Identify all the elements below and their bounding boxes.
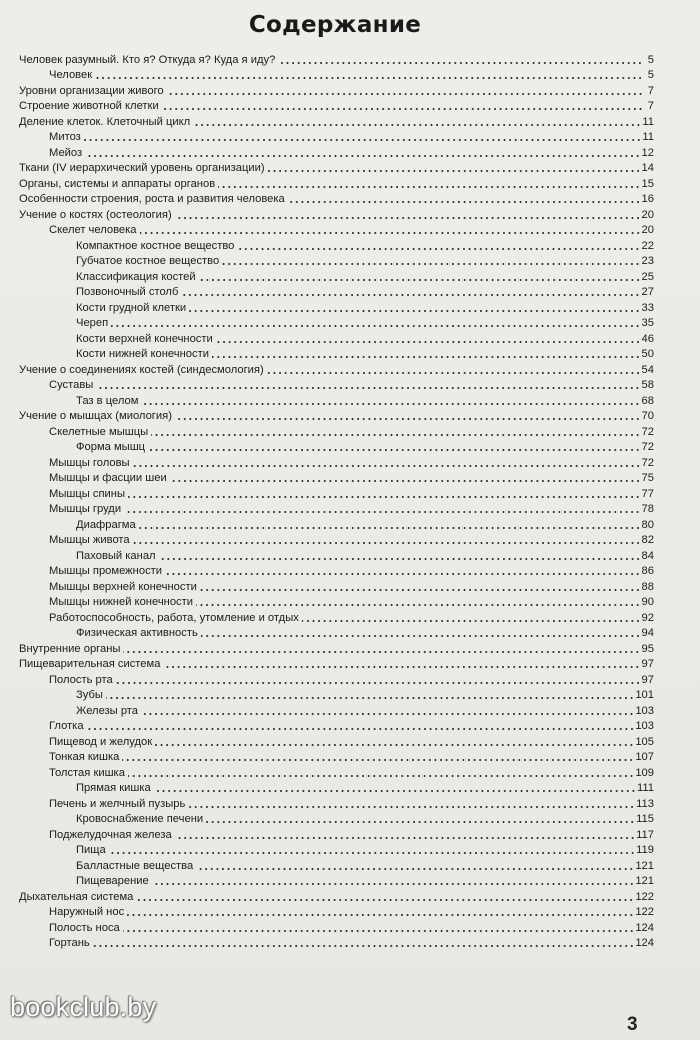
dot-leader <box>87 722 635 731</box>
toc-entry-page: 20 <box>641 224 654 236</box>
toc-entry-page: 14 <box>641 162 654 174</box>
toc-entry-page: 121 <box>635 859 654 872</box>
dot-leader <box>288 195 641 204</box>
dot-leader <box>163 660 640 669</box>
toc-entry-label: Мышцы груди <box>49 503 122 515</box>
dot-leader <box>175 831 635 840</box>
dot-leader <box>127 908 634 917</box>
toc-entry-label: Глотка <box>49 720 84 732</box>
toc-entry-page: 15 <box>641 177 654 190</box>
toc-entry <box>19 67 654 83</box>
dot-leader <box>136 893 634 902</box>
toc-entry-label: Человек <box>49 69 93 81</box>
dot-leader <box>109 846 635 855</box>
toc-entry-label: Мейоз <box>49 146 83 159</box>
toc-entry <box>19 51 654 67</box>
toc-entry <box>19 609 654 625</box>
toc-entry-label: Наружный нос <box>49 906 125 918</box>
toc-entry-label: Дыхательная система <box>19 890 134 903</box>
dot-leader <box>201 629 641 638</box>
toc-entry-label: Кости верхней конечности <box>76 332 213 345</box>
toc-entry-label: Внутренние органы <box>19 642 121 655</box>
toc-entry-label: Печень и желчный пузырь <box>49 797 186 810</box>
toc-entry <box>19 454 654 470</box>
toc-entry <box>19 408 654 424</box>
toc-entry-page: 119 <box>636 844 654 856</box>
toc-entry <box>19 671 654 687</box>
toc-entry-label: Поджелудочная железа <box>49 828 172 841</box>
toc-entry <box>19 780 654 796</box>
toc-entry-label: Тонкая кишка <box>49 751 120 763</box>
toc-entry <box>19 222 654 238</box>
toc-entry <box>19 206 654 222</box>
toc-entry <box>19 315 654 331</box>
dot-leader <box>165 567 641 576</box>
toc-entry <box>19 919 654 935</box>
toc-entry-page: 97 <box>641 658 654 670</box>
toc-entry <box>19 268 654 284</box>
toc-entry <box>19 439 654 455</box>
toc-entry-page: 23 <box>641 255 654 267</box>
toc-entry-page: 46 <box>641 332 654 345</box>
page-title: Содержание <box>248 12 422 38</box>
dot-leader <box>267 366 641 375</box>
toc-entry <box>19 361 654 377</box>
toc-entry <box>19 640 654 656</box>
toc-entry-page: 50 <box>641 348 654 360</box>
toc-entry <box>19 594 654 610</box>
dot-leader <box>152 877 635 886</box>
dot-leader <box>141 707 634 716</box>
dot-leader <box>106 691 634 700</box>
toc-entry-label: Мышцы живота <box>49 534 130 546</box>
toc-entry-page: 124 <box>635 937 654 949</box>
toc-entry-label: Мышцы спины <box>49 487 126 500</box>
dot-leader <box>133 536 641 545</box>
toc-entry-label: Скелетные мышцы <box>49 425 149 438</box>
toc-entry <box>19 284 654 300</box>
toc-entry-label: Суставы <box>49 379 94 391</box>
toc-entry-label: Учение о мышцах (миология) <box>19 410 172 422</box>
toc-entry-label: Строение животной клетки <box>19 100 159 112</box>
dot-leader <box>141 397 640 406</box>
toc-entry-page: 12 <box>641 146 654 159</box>
toc-entry-page: 5 <box>647 69 654 81</box>
toc-entry-label: Физическая активность <box>76 627 198 639</box>
toc-entry <box>19 516 654 532</box>
toc-entry <box>19 299 654 315</box>
dot-leader <box>268 164 641 173</box>
toc-entry-page: 95 <box>641 642 654 655</box>
toc-entry-page: 117 <box>636 828 654 841</box>
toc-entry <box>19 656 654 672</box>
toc-entry-label: Человек разумный. Кто я? Откуда я? Куда я иду? <box>19 53 276 66</box>
toc-entry-label: Диафрагма <box>76 518 136 531</box>
toc-entry <box>19 888 654 904</box>
toc-entry-page: 82 <box>641 534 654 546</box>
toc-entry <box>19 330 654 346</box>
dot-leader <box>200 583 641 592</box>
toc-entry-label: Кости нижней конечности <box>76 348 209 360</box>
toc-entry <box>19 144 654 160</box>
dot-leader <box>222 257 640 266</box>
toc-entry <box>19 547 654 563</box>
toc-entry-page: 84 <box>641 549 654 562</box>
dot-leader <box>123 924 635 933</box>
toc-entry-label: Скелет человека <box>49 224 137 236</box>
toc-entry-label: Толстая кишка <box>49 766 125 779</box>
toc-entry-label: Компактное костное вещество <box>76 239 235 252</box>
dot-leader <box>128 769 634 778</box>
dot-leader <box>122 753 634 762</box>
dot-leader <box>111 319 640 328</box>
toc-entry <box>19 485 654 501</box>
dot-leader <box>124 505 640 514</box>
toc-entry <box>19 935 654 951</box>
toc-entry-label: Балластные вещества <box>76 859 194 872</box>
toc-entry-label: Полость носа <box>49 921 120 934</box>
toc-entry <box>19 392 654 408</box>
toc-entry <box>19 237 654 253</box>
dot-leader <box>84 133 642 142</box>
toc-entry <box>19 253 654 269</box>
toc-entry-page: 113 <box>636 797 654 810</box>
toc-entry-label: Деление клеток. Клеточный цикл <box>19 115 191 128</box>
toc-entry-page: 5 <box>647 53 654 66</box>
toc-entry <box>19 129 654 145</box>
toc-entry-label: Форма мышц <box>76 441 146 453</box>
toc-entry-page: 75 <box>641 472 654 484</box>
toc-entry-label: Пищеварительная система <box>19 658 161 670</box>
toc-entry <box>19 625 654 641</box>
dot-leader <box>140 226 641 235</box>
toc-entry <box>19 795 654 811</box>
toc-entry-page: 122 <box>635 890 654 903</box>
toc-entry-page: 92 <box>641 611 654 624</box>
dot-leader <box>162 102 643 111</box>
toc-entry-page: 77 <box>641 487 654 500</box>
toc-entry-label: Кости грудной клетки <box>76 301 187 314</box>
toc-entry <box>19 842 654 858</box>
toc-entry-page: 16 <box>641 193 654 205</box>
toc-entry-page: 7 <box>647 100 654 112</box>
dot-leader <box>159 552 641 561</box>
toc-entry-page: 124 <box>635 921 654 934</box>
toc-entry <box>19 811 654 827</box>
toc-entry-page: 103 <box>635 720 654 732</box>
toc-entry <box>19 718 654 734</box>
toc-entry <box>19 687 654 703</box>
dot-leader <box>196 862 634 871</box>
toc-entry <box>19 532 654 548</box>
toc-entry-label: Губчатое костное вещество <box>76 255 220 267</box>
dot-leader <box>193 118 641 127</box>
toc-entry-page: 7 <box>647 84 654 97</box>
toc-entry-page: 33 <box>641 301 654 314</box>
toc-entry-label: Особенности строения, роста и развития человека <box>19 193 285 205</box>
toc-entry-page: 78 <box>641 503 654 515</box>
toc-entry-label: Гортань <box>49 937 90 949</box>
dot-leader <box>181 288 640 297</box>
dot-leader <box>155 738 634 747</box>
toc-entry <box>19 346 654 362</box>
toc-entry-label: Таз в целом <box>76 394 139 407</box>
dot-leader <box>175 211 641 220</box>
toc-entry-page: 122 <box>635 906 654 918</box>
toc-entry-label: Органы, системы и аппараты органов <box>19 177 216 190</box>
toc-entry <box>19 764 654 780</box>
toc-entry-page: 115 <box>636 813 654 825</box>
toc-entry-page: 72 <box>641 456 654 469</box>
toc-entry-label: Пищевод и желудок <box>49 735 153 748</box>
toc-entry <box>19 423 654 439</box>
toc-entry <box>19 857 654 873</box>
toc-entry-page: 90 <box>641 596 654 608</box>
toc-entry-label: Митоз <box>49 131 81 143</box>
toc-entry-label: Ткани (IV иерархический уровень организации) <box>19 162 265 174</box>
toc-entry-page: 72 <box>641 425 654 438</box>
toc-entry-page: 80 <box>641 518 654 531</box>
dot-leader <box>85 149 640 158</box>
dot-leader <box>196 598 641 607</box>
watermark: bookclub.by <box>10 992 157 1022</box>
toc-entry <box>19 749 654 765</box>
dot-leader <box>148 443 640 452</box>
table-of-contents <box>19 51 654 950</box>
dot-leader <box>167 87 643 96</box>
dot-leader <box>175 412 641 421</box>
toc-entry <box>19 82 654 98</box>
dot-leader <box>216 335 641 344</box>
toc-entry-page: 11 <box>642 115 654 128</box>
dot-leader <box>116 676 641 685</box>
toc-entry-page: 70 <box>641 410 654 422</box>
toc-entry <box>19 563 654 579</box>
toc-entry-page: 68 <box>641 394 654 407</box>
toc-entry-label: Пища <box>76 844 106 856</box>
toc-entry-label: Работоспособность, работа, утомление и отдых <box>49 611 299 624</box>
toc-entry-label: Мышцы промежности <box>49 565 163 577</box>
dot-leader <box>170 474 641 483</box>
dot-leader <box>188 800 635 809</box>
toc-entry <box>19 377 654 393</box>
toc-entry-label: Череп <box>76 317 109 329</box>
dot-leader <box>199 273 641 282</box>
toc-entry-label: Учение о костях (остеология) <box>19 208 172 221</box>
toc-entry-label: Мышцы и фасции шеи <box>49 472 167 484</box>
toc-entry <box>19 904 654 920</box>
toc-entry-label: Паховый канал <box>76 549 156 562</box>
page-number: 3 <box>627 1014 638 1035</box>
dot-leader <box>93 939 635 948</box>
toc-entry-label: Уровни организации живого <box>19 84 164 97</box>
toc-entry-page: 111 <box>636 782 654 794</box>
dot-leader <box>189 304 640 313</box>
dot-leader <box>128 490 641 499</box>
toc-entry <box>19 578 654 594</box>
toc-entry-label: Учение о соединениях костей (синдесмология) <box>19 363 264 376</box>
dot-leader <box>139 521 641 530</box>
toc-entry-page: 109 <box>635 766 654 779</box>
toc-entry-page: 54 <box>641 363 654 376</box>
toc-entry-label: Пищеварение <box>76 875 149 887</box>
dot-leader <box>278 56 643 65</box>
toc-entry <box>19 826 654 842</box>
dot-leader <box>133 459 641 468</box>
toc-entry-page: 35 <box>641 317 654 329</box>
dot-leader <box>237 242 640 251</box>
toc-entry <box>19 191 654 207</box>
dot-leader <box>212 350 641 359</box>
toc-entry-page: 25 <box>641 270 654 283</box>
dot-leader <box>95 71 643 80</box>
toc-entry <box>19 733 654 749</box>
toc-entry-label: Прямая кишка <box>76 782 151 794</box>
toc-entry-page: 20 <box>641 208 654 221</box>
dot-leader <box>151 428 640 437</box>
toc-entry-label: Мышцы верхней конечности <box>49 580 197 593</box>
toc-entry-page: 105 <box>635 735 654 748</box>
toc-entry-label: Мышцы нижней конечности <box>49 596 194 608</box>
toc-entry-label: Железы рта <box>76 704 139 717</box>
toc-entry-page: 107 <box>635 751 654 763</box>
toc-entry-page: 97 <box>641 673 654 686</box>
toc-entry-page: 103 <box>635 704 654 717</box>
toc-entry-label: Кровоснабжение печени <box>76 813 204 825</box>
dot-leader <box>123 645 640 654</box>
toc-entry-label: Позвоночный столб <box>76 286 179 298</box>
toc-entry-page: 94 <box>641 627 654 639</box>
toc-entry-label: Зубы <box>76 689 103 701</box>
toc-entry-label: Мышцы головы <box>49 456 130 469</box>
toc-entry <box>19 113 654 129</box>
toc-entry <box>19 702 654 718</box>
toc-entry-page: 11 <box>642 131 654 143</box>
toc-entry-label: Классификация костей <box>76 270 196 283</box>
toc-entry-page: 101 <box>635 689 654 701</box>
toc-entry-page: 88 <box>641 580 654 593</box>
toc-entry <box>19 873 654 889</box>
dot-leader <box>154 784 636 793</box>
toc-entry-page: 86 <box>641 565 654 577</box>
dot-leader <box>206 815 635 824</box>
toc-entry-page: 72 <box>641 441 654 453</box>
toc-entry-label: Полость рта <box>49 673 113 686</box>
dot-leader <box>218 180 640 189</box>
toc-entry <box>19 470 654 486</box>
dot-leader <box>96 381 640 390</box>
toc-entry <box>19 501 654 517</box>
toc-entry-page: 121 <box>635 875 654 887</box>
toc-entry-page: 27 <box>641 286 654 298</box>
toc-entry <box>19 98 654 114</box>
toc-entry-page: 58 <box>641 379 654 391</box>
toc-entry-page: 22 <box>641 239 654 252</box>
toc-entry <box>19 160 654 176</box>
dot-leader <box>302 614 641 623</box>
toc-entry <box>19 175 654 191</box>
